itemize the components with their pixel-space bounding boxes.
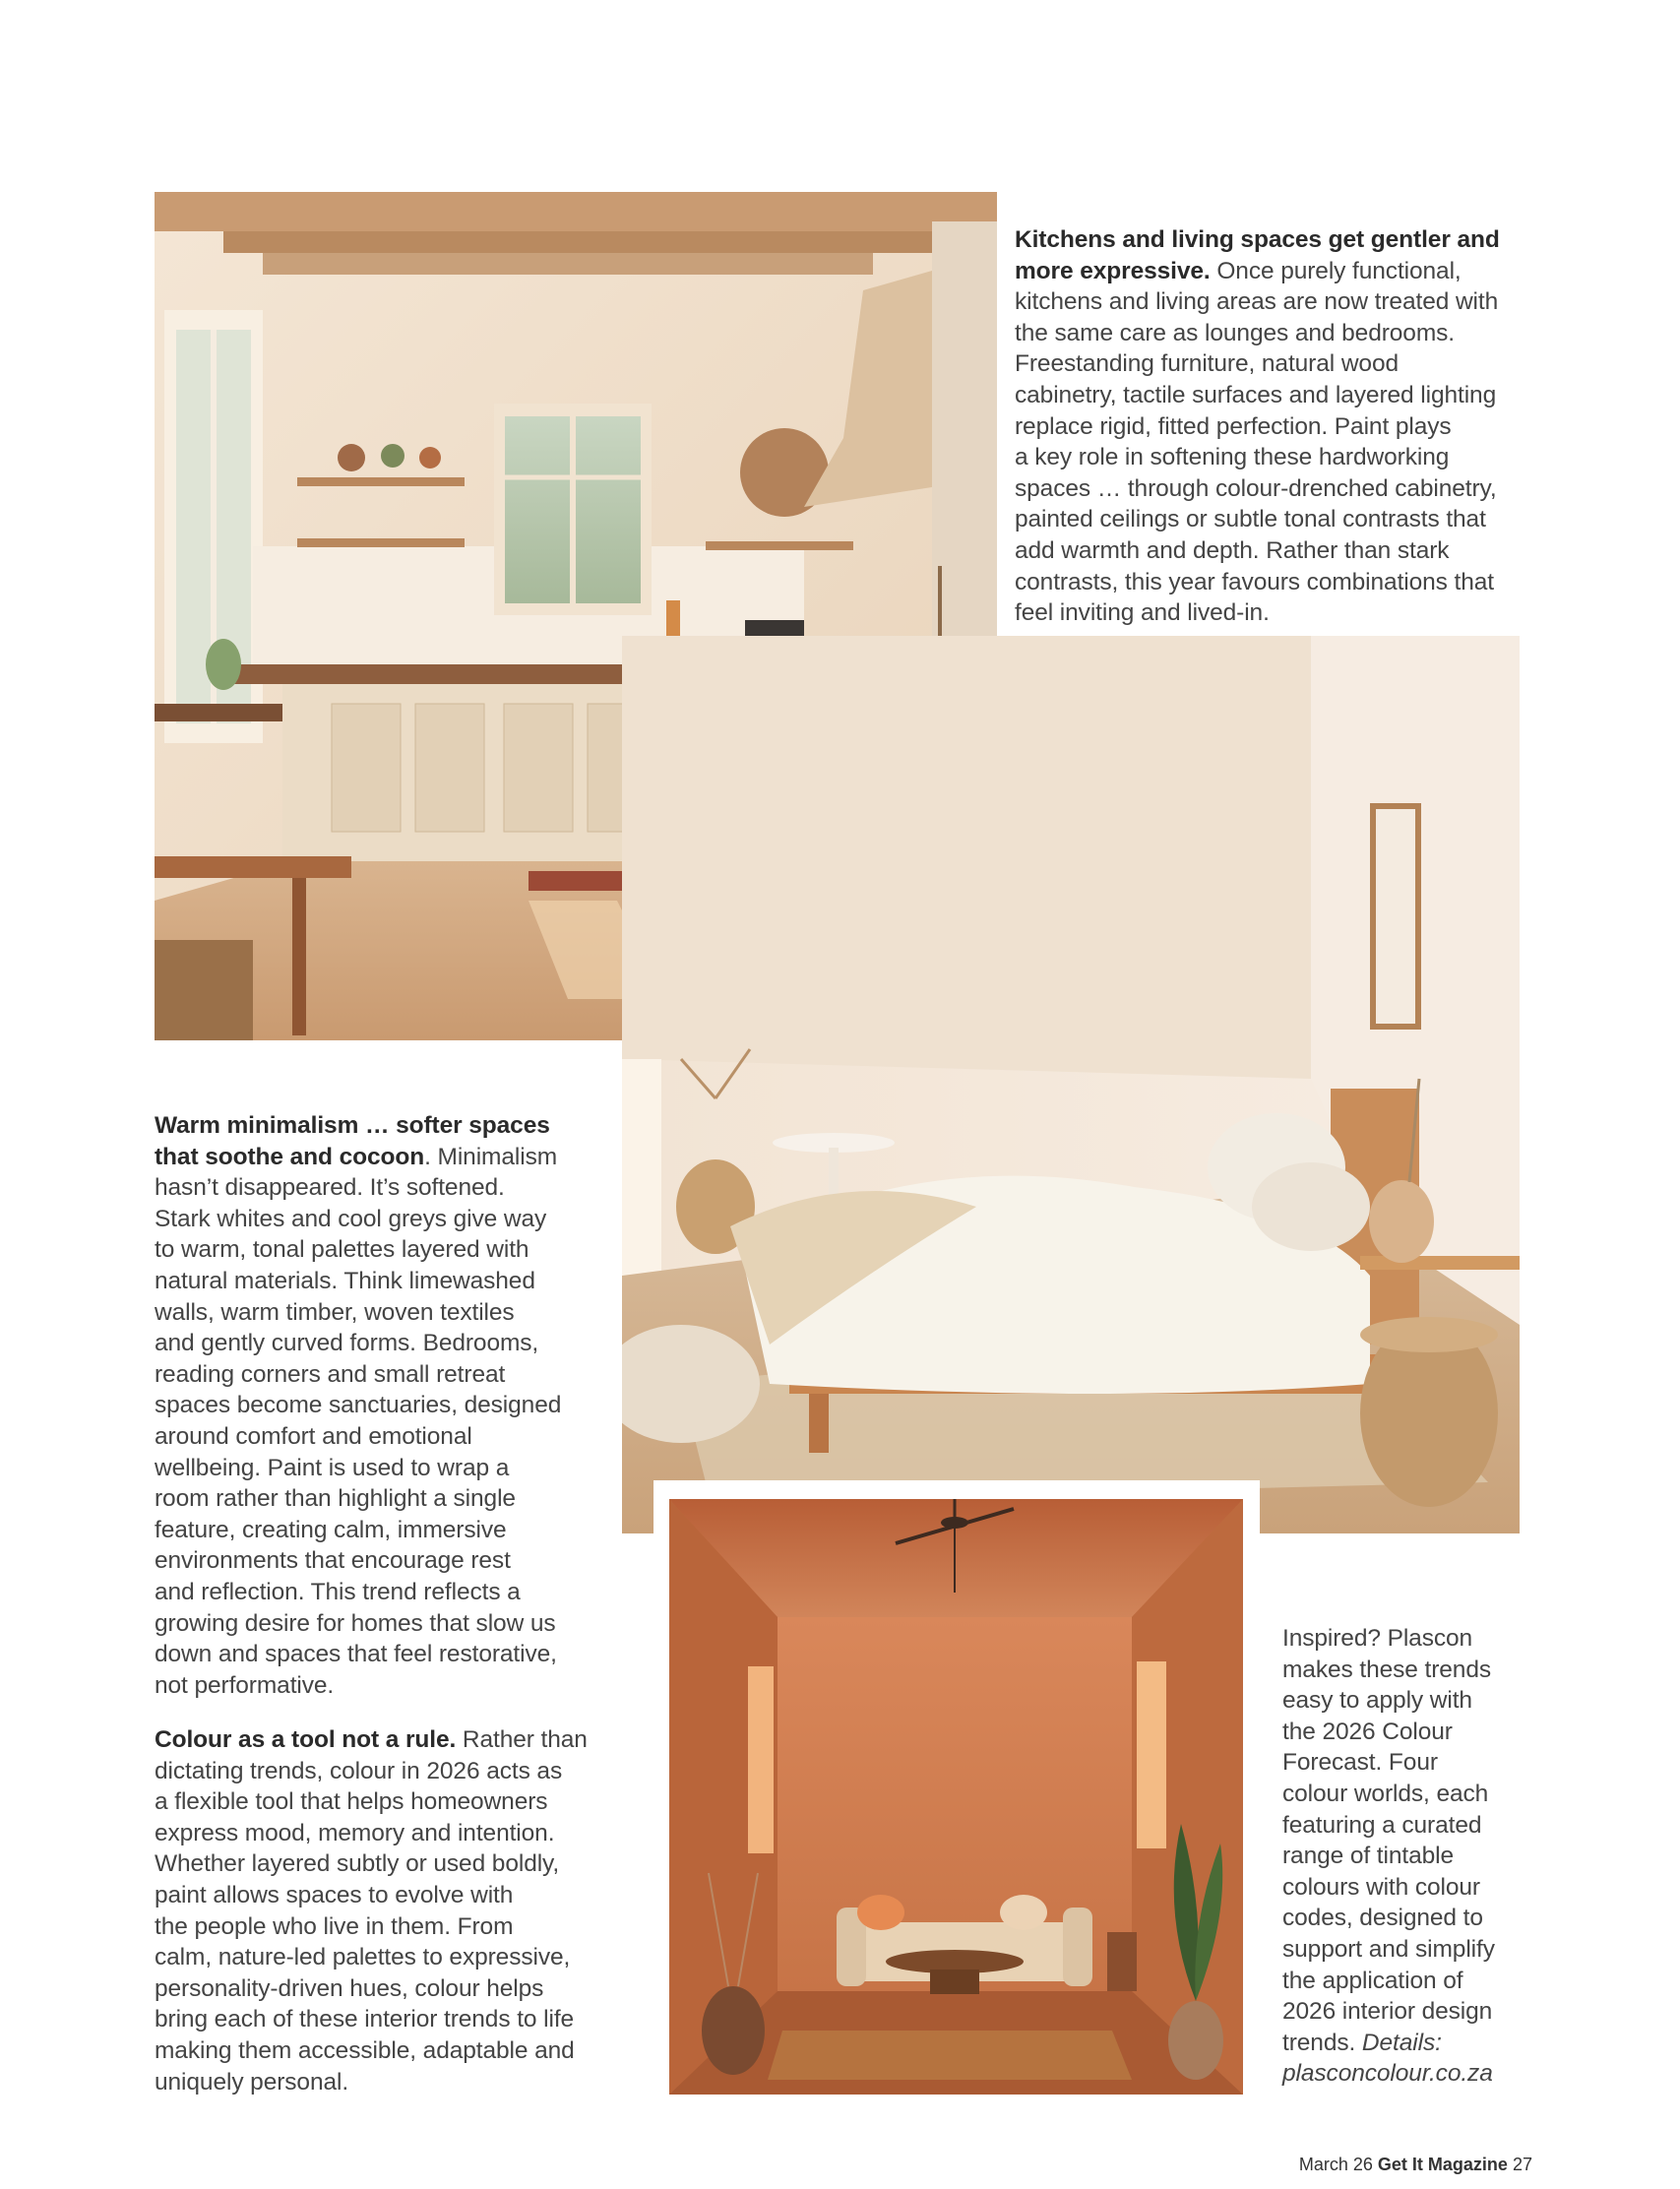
kitchens-line bbox=[1015, 411, 1526, 443]
colour-line bbox=[155, 2004, 617, 2035]
warm-body-text: not performative. bbox=[155, 1671, 335, 1699]
colour-body-text: express mood, memory and intention. bbox=[155, 1819, 555, 1846]
kitchens-heading-text: Kitchens and living spaces get gentler and bbox=[1015, 226, 1500, 253]
warm-body-text: growing desire for homes that slow us bbox=[155, 1609, 556, 1637]
inspired-line: Forecast. Four bbox=[1282, 1749, 1438, 1777]
warm-body-text: walls, warm timber, woven textiles bbox=[155, 1298, 515, 1326]
warm-body-text: and reflection. This trend reflects a bbox=[155, 1578, 521, 1605]
kitchens-body-text: Once purely functional, bbox=[1210, 257, 1462, 284]
colour-heading-text: Colour as a tool not a rule. bbox=[155, 1726, 457, 1753]
warm-line bbox=[155, 1328, 617, 1359]
colour-line bbox=[155, 1942, 617, 1973]
warm-body-text: room rather than highlight a single bbox=[155, 1485, 516, 1513]
warm-line bbox=[155, 1515, 617, 1546]
kitchens-line bbox=[1015, 380, 1526, 411]
inspired-line: colours with colour bbox=[1282, 1873, 1480, 1901]
warm-body-text: Stark whites and cool greys give way bbox=[155, 1205, 547, 1232]
warm-body-text: and gently curved forms. Bedrooms, bbox=[155, 1330, 539, 1357]
kitchens-body-text: contrasts, this year favours combinations that bbox=[1015, 568, 1494, 595]
inspired-last-plain: trends. bbox=[1282, 2029, 1362, 2056]
colour-line bbox=[155, 1818, 617, 1849]
colour-body-text: uniquely personal. bbox=[155, 2068, 349, 2095]
kitchens-line bbox=[1015, 504, 1526, 535]
warm-body-text: to warm, tonal palettes layered with bbox=[155, 1236, 529, 1264]
colour-body-text: bring each of these interior trends to life bbox=[155, 2006, 575, 2033]
kitchens-body-text: kitchens and living areas are now treated with bbox=[1015, 288, 1499, 316]
kitchens-body-text: cabinetry, tactile surfaces and layered lighting bbox=[1015, 381, 1497, 408]
plascon-link[interactable]: plasconcolour.co.za bbox=[1282, 2060, 1493, 2088]
warm-body-text: around comfort and emotional bbox=[155, 1422, 472, 1450]
issue-date: March 26 bbox=[1298, 2155, 1373, 2174]
warm-line bbox=[155, 1110, 617, 1142]
warm-heading-text: that soothe and cocoon bbox=[155, 1143, 425, 1170]
warm-line bbox=[155, 1359, 617, 1391]
kitchens-line bbox=[1015, 473, 1526, 505]
warm-line bbox=[155, 1142, 617, 1173]
warm-line bbox=[155, 1577, 617, 1608]
colour-body-text: making them accessible, adaptable and bbox=[155, 2036, 575, 2064]
warm-body-text: feature, creating calm, immersive bbox=[155, 1516, 507, 1543]
kitchens-line bbox=[1015, 597, 1526, 629]
kitchens-body-text: painted ceilings or subtle tonal contrasts that bbox=[1015, 506, 1486, 533]
colour-line bbox=[155, 1973, 617, 2005]
kitchens-line bbox=[1015, 442, 1526, 473]
inspired-line: codes, designed to bbox=[1282, 1905, 1483, 1932]
warm-line bbox=[155, 1204, 617, 1235]
inspired-line: easy to apply with bbox=[1282, 1687, 1472, 1715]
colour-line bbox=[155, 1756, 617, 1787]
warm-body-text: spaces become sanctuaries, designed bbox=[155, 1392, 562, 1419]
inspired-line: featuring a curated bbox=[1282, 1811, 1482, 1839]
kitchens-body-text: spaces … through colour-drenched cabinetry, bbox=[1015, 474, 1497, 502]
warm-body-text: hasn’t disappeared. It’s softened. bbox=[155, 1174, 505, 1202]
colour-tool-paragraph bbox=[155, 1724, 617, 2097]
kitchens-line bbox=[1015, 535, 1526, 567]
inspired-line: support and simplify bbox=[1282, 1935, 1495, 1963]
colour-line bbox=[155, 2035, 617, 2067]
magazine-name: Get It Magazine bbox=[1377, 2155, 1508, 2174]
inspired-line: Inspired? Plascon bbox=[1282, 1625, 1473, 1652]
colour-line bbox=[155, 1848, 617, 1880]
kitchens-heading-text: more expressive. bbox=[1015, 257, 1211, 284]
kitchens-body-text: the same care as lounges and bedrooms. bbox=[1015, 319, 1455, 346]
warm-body-text: wellbeing. Paint is used to wrap a bbox=[155, 1454, 510, 1481]
colour-line bbox=[155, 1911, 617, 1943]
kitchens-body-text: a key role in softening these hardworking bbox=[1015, 444, 1450, 471]
warm-line bbox=[155, 1670, 617, 1702]
colour-line bbox=[155, 1724, 617, 1756]
kitchens-body-text: feel inviting and lived-in. bbox=[1015, 599, 1270, 627]
colour-line bbox=[155, 1786, 617, 1818]
kitchens-line bbox=[1015, 567, 1526, 598]
warm-line bbox=[155, 1545, 617, 1577]
colour-body-text: calm, nature-led palettes to expressive, bbox=[155, 1944, 571, 1971]
warm-body-text: natural materials. Think limewashed bbox=[155, 1267, 535, 1294]
page-footer bbox=[1299, 2155, 1532, 2175]
warm-line bbox=[155, 1234, 617, 1266]
warm-body-text: down and spaces that feel restorative, bbox=[155, 1641, 557, 1668]
kitchens-body-text: replace rigid, fitted perfection. Paint plays bbox=[1015, 412, 1452, 440]
warm-line bbox=[155, 1453, 617, 1484]
inspired-line: the application of bbox=[1282, 1967, 1463, 1994]
kitchens-line bbox=[1015, 224, 1526, 256]
inspired-line: 2026 interior design bbox=[1282, 1998, 1493, 2026]
bedroom-photo bbox=[622, 636, 1520, 1533]
warm-line bbox=[155, 1172, 617, 1204]
inspired-line: makes these trends bbox=[1282, 1656, 1492, 1683]
warm-line bbox=[155, 1390, 617, 1421]
warm-line bbox=[155, 1297, 617, 1329]
warm-line bbox=[155, 1266, 617, 1297]
inspired-line: colour worlds, each bbox=[1282, 1780, 1489, 1807]
kitchens-paragraph bbox=[1015, 224, 1526, 629]
warm-body-text: environments that encourage rest bbox=[155, 1547, 511, 1575]
warm-line bbox=[155, 1483, 617, 1515]
colour-body-text: a flexible tool that helps homeowners bbox=[155, 1788, 548, 1816]
warm-heading-text: Warm minimalism … softer spaces bbox=[155, 1112, 550, 1139]
colour-body-text: dictating trends, colour in 2026 acts as bbox=[155, 1757, 563, 1784]
kitchens-line bbox=[1015, 256, 1526, 287]
warm-line bbox=[155, 1608, 617, 1640]
colour-body-text: paint allows spaces to evolve with bbox=[155, 1881, 514, 1908]
warm-minimalism-paragraph bbox=[155, 1110, 617, 1701]
warm-line bbox=[155, 1421, 617, 1453]
page-number: 27 bbox=[1512, 2155, 1532, 2174]
warm-body-text: . Minimalism bbox=[424, 1143, 558, 1170]
colour-body-text: Rather than bbox=[456, 1726, 588, 1753]
colour-line bbox=[155, 2067, 617, 2098]
kitchens-body-text: add warmth and depth. Rather than stark bbox=[1015, 536, 1450, 564]
terracotta-room-photo bbox=[669, 1499, 1243, 2095]
colour-body-text: the people who live in them. From bbox=[155, 1912, 514, 1940]
colour-body-text: Whether layered subtly or used boldly, bbox=[155, 1850, 560, 1878]
inspired-line: range of tintable bbox=[1282, 1843, 1455, 1870]
warm-line bbox=[155, 1639, 617, 1670]
colour-line bbox=[155, 1880, 617, 1911]
inspired-paragraph bbox=[1282, 1623, 1519, 2090]
kitchens-line bbox=[1015, 286, 1526, 318]
colour-body-text: personality-driven hues, colour helps bbox=[155, 1974, 544, 2002]
kitchens-line bbox=[1015, 318, 1526, 349]
kitchens-body-text: Freestanding furniture, natural wood bbox=[1015, 350, 1399, 378]
warm-body-text: reading corners and small retreat bbox=[155, 1360, 506, 1388]
kitchens-line bbox=[1015, 348, 1526, 380]
inspired-line: the 2026 Colour bbox=[1282, 1718, 1453, 1745]
details-label: Details: bbox=[1361, 2029, 1442, 2056]
